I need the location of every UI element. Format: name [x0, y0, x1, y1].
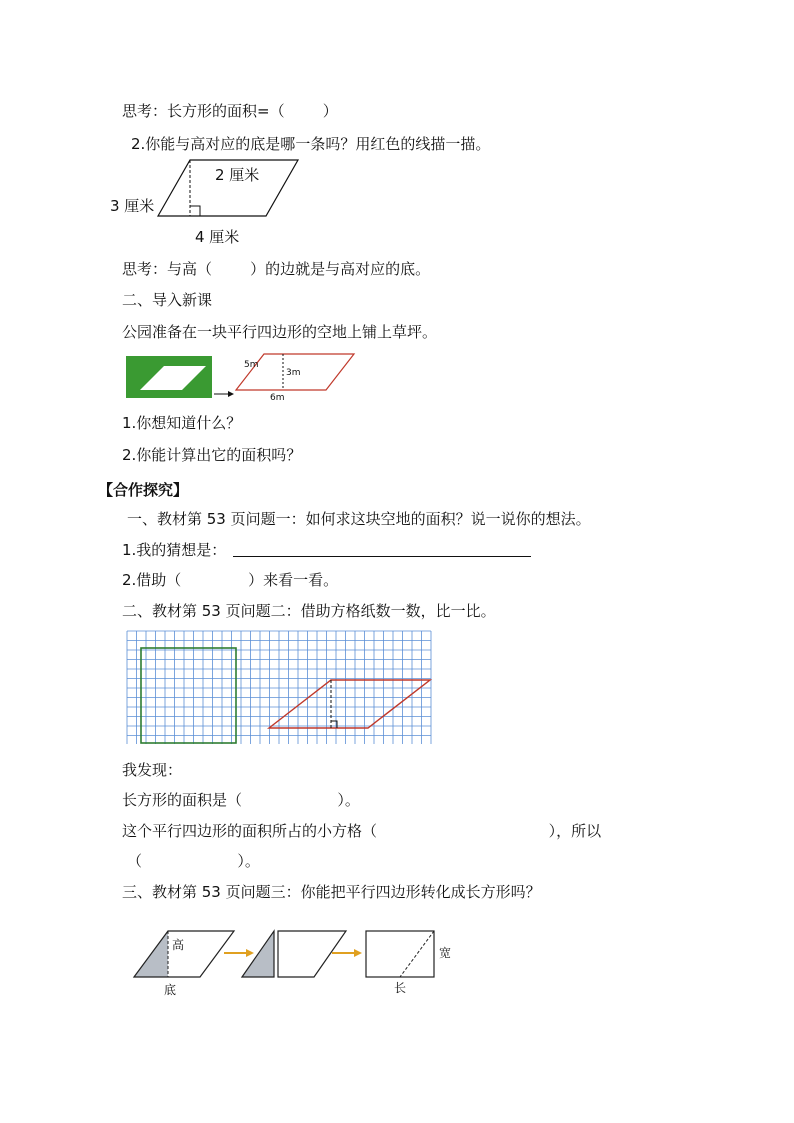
borrow-line: 2.借助（ ）来看一看。	[122, 571, 339, 589]
think-height-line: 思考：与高（ ）的边就是与高对应的底。	[122, 260, 431, 278]
width-char: 宽	[439, 946, 452, 960]
para-area-line-2: （ ）。	[127, 852, 260, 870]
result-rectangle	[366, 931, 434, 977]
height-label: 3 厘米	[110, 197, 155, 215]
arrow-head	[228, 391, 234, 397]
rect-area-line: 长方形的面积是（ ）。	[122, 791, 360, 809]
problem-2-line: 二、教材第 53 页问题二：借助方格纸数一数，比一比。	[122, 602, 496, 620]
transform-figure	[128, 922, 458, 998]
height-char: 高	[172, 938, 185, 952]
park-line: 公园准备在一块平行四边形的空地上铺上草坪。	[122, 323, 438, 341]
problem-3-line: 三、教材第 53 页问题三：你能把平行四边形转化成长方形吗？	[122, 883, 541, 901]
arrow-2-head	[354, 949, 362, 957]
arrow-1-head	[246, 949, 254, 957]
base-label: 4 厘米	[195, 228, 240, 246]
para-area-line: 这个平行四边形的面积所占的小方格（ ），所以	[122, 822, 602, 840]
grid-parallelogram	[269, 680, 430, 728]
length-char: 长	[394, 981, 407, 995]
question-2-line: 2.你能与高对应的底是哪一条吗？用红色的线描一描。	[131, 135, 491, 153]
section-2-heading: 二、导入新课	[122, 291, 213, 309]
grid-paper-figure	[122, 630, 432, 744]
right-angle-mark	[190, 206, 200, 216]
field-height-label: 3m	[286, 368, 301, 378]
found-label: 我发现：	[122, 761, 183, 779]
parallelogram-figure-1	[100, 152, 320, 252]
result-seam-line	[400, 931, 434, 977]
can-calc-line: 2.你能计算出它的面积吗？	[122, 446, 302, 464]
base-char: 底	[164, 983, 177, 997]
cooperation-header: 【合作探究】	[98, 481, 189, 499]
top-side-label: 2 厘米	[215, 166, 260, 184]
think-rect-area-line: 思考：长方形的面积=（ ）	[122, 102, 338, 120]
field-base-label: 6m	[270, 393, 285, 402]
problem-1-line: 一、教材第 53 页问题一：如何求这块空地的面积？说一说你的想法。	[127, 510, 591, 528]
guess-answer-blank[interactable]	[233, 556, 531, 557]
guess-label: 1.我的猜想是：	[122, 541, 227, 559]
field-side-label: 5m	[244, 360, 259, 370]
lawn-figure	[124, 350, 364, 402]
want-know-line: 1.你想知道什么？	[122, 414, 242, 432]
